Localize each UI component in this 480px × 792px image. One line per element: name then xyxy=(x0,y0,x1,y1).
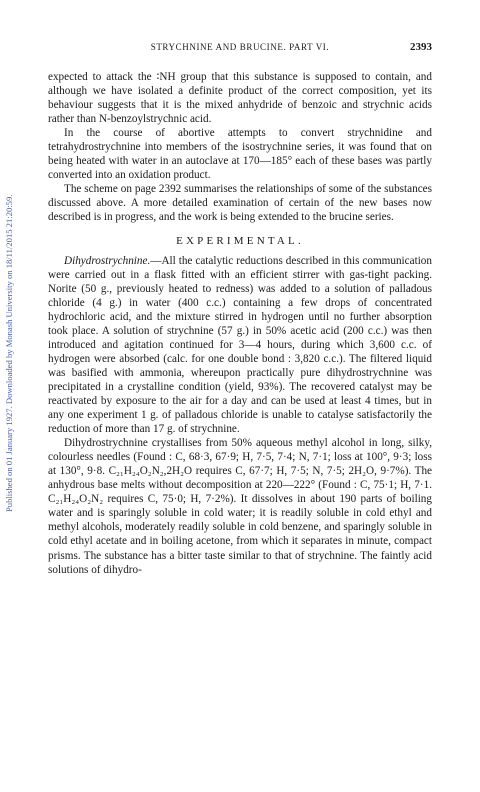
paragraph-text: —All the catalytic reductions described in this communication were carried out in a flask fitted with an efficient stirrer with gas-tight packing. Norite (50 g., previously heated to redness) was added to a solution of palladous chloride (4 g.) in water (400 c.c.) containing a few drops of concentrated hydrochloric acid, and the mixture stirred in hydrogen until no further absorption took place. A solution of strychnine (57 g.) in 50% acetic acid (200 c.c.) was then introduced and agitation continued for 3—4 hours, during which 3,600 c.c. of hydrogen were absorbed (calc. for one double bond : 3,820 c.c.). The filtered liquid was basified with ammonia, whereupon practically pure dihydrostrychnine was precipitated in a crystalline condition (yield, 93%). The recovered catalyst may be reactivated by exposure to the air for a day and can be used at least 4 times, but in any one experiment 1 g. of palladous chloride is unable to catalyse satisfactorily the reduction of more than 17 g. of strychnine. xyxy=(48,254,432,436)
paragraph: In the course of abortive attempts to convert strychnidine and tetrahydrostrychnine into members of the isostrychnine series, it was found that on being heated with water in an autoclave at 170—185° each of these bases was partly converted into an oxidation product. xyxy=(48,127,432,182)
page-number: 2393 xyxy=(410,41,432,53)
page-header xyxy=(48,41,432,55)
section-heading: EXPERIMENTAL. xyxy=(176,234,304,247)
article-body xyxy=(48,70,432,577)
paragraph: The scheme on page 2392 summarises the relationships of some of the substances discussed above. A more detailed examination of certain of the new bases now described is in progress, and the work is being extended to the brucine series. xyxy=(48,183,432,224)
running-title: STRYCHNINE AND BRUCINE. PART VI. xyxy=(150,42,330,52)
paragraph xyxy=(48,254,432,437)
download-watermark[interactable]: Published on 01 January 1927. Downloaded by Monash University on 18/11/2015 21:20:59. xyxy=(4,194,14,512)
compound-name: Dihydrostrychnine. xyxy=(64,254,151,267)
paragraph: expected to attack the ∶NH group that this substance is supposed to contain, and although we have isolated a definite product of the correct composition, yet its behaviour suggests that it is the mixed anhydride of benzoic and strychnic acids rather than N-benzoylstrychnic acid. xyxy=(48,71,432,126)
paragraph: Dihydrostrychnine crystallises from 50% aqueous methyl alcohol in long, silky, colourless needles (Found : C, 68·3, 67·9; H, 7·5, 7·4; N, 7·1; loss at 100°, 9·3; loss at 130°, 9·8. C₂₁H₂₄O₂N₂,2H₂O requires C, 67·7; H, 7·5; N, 7·5; 2H₂O, 9·7%). The anhydrous base melts without decomposition at 220—222° (Found : C, 75·1; H, 7·1. C₂₁H₂₄O₂N₂ requires C, 75·0; H, 7·2%). It dissolves in about 190 parts of boiling water and is sparingly soluble in cold water; it is readily soluble in cold ethyl and methyl alcohols, moderately readily soluble in cold benzene, and sparingly soluble in cold ethyl acetate and in boiling acetone, from which it separates in minute, compact prisms. The substance has a bitter taste similar to that of strychnine. The faintly acid solutions of dihydro- xyxy=(48,437,432,576)
